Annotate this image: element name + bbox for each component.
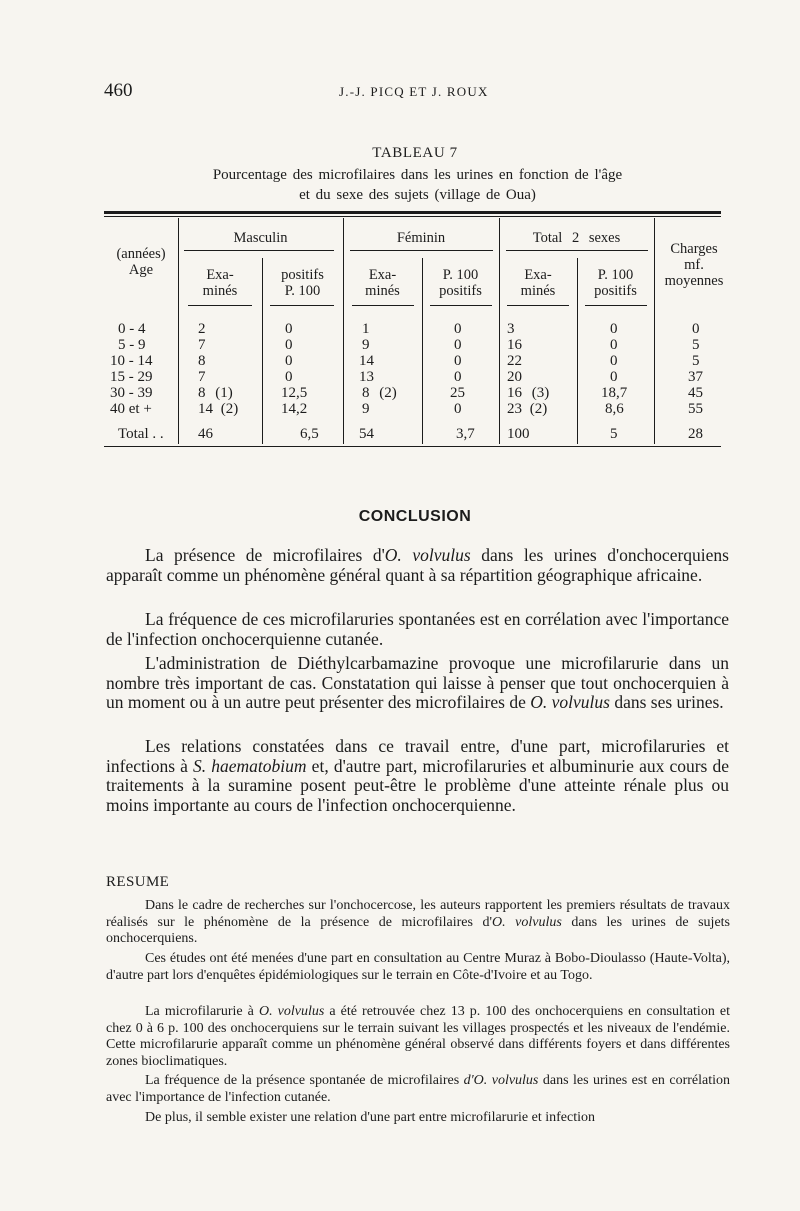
f-pos-header [422, 267, 499, 299]
group-masculin: Masculin [233, 230, 288, 246]
resume-heading: RESUME [106, 874, 170, 890]
resume-paragraph-1: Dans le cadre de recherches sur l'onchocercose, les auteurs rapportent les premiers résultats de travaux réalisés sur le phénomène de la présence de microfilaires d'O. volvulus dans les urines de sujets onchocerquiens. [106, 898, 731, 946]
m-pos-cell: 14,2 [281, 401, 308, 417]
table-title: TABLEAU 7 [372, 145, 458, 161]
t-exa-cell: 20 [507, 369, 522, 385]
table-top-rule-thick [104, 211, 721, 214]
m-pos-cell: 0 [285, 337, 293, 353]
table-vline [178, 218, 179, 444]
conclusion-paragraph-4: Les relations constatées dans ce travail entre, d'une part, microfilaruries et infections à S. haematobium et, d'autre part, microfilaruries et albuminurie aux cours de traitements à la suramine posent peut-être le problème d'une atteinte rénale plus ou moins importante au cours de l'infection onchocerquienne. [106, 736, 730, 815]
m-exa-header [178, 267, 262, 299]
age-header-age: Age [128, 262, 154, 278]
t-exa-cell: 16 [507, 337, 522, 353]
positifs-label: positifs [594, 283, 637, 299]
group-total: Total 2 sexes [532, 230, 621, 246]
t-pos-cell: 8,6 [605, 401, 624, 417]
charge-total: 28 [688, 426, 703, 442]
f-exa-cell: 9 [362, 401, 370, 417]
t-exa-cell: 22 [507, 353, 522, 369]
resume-paragraph-2: Ces études ont été menées d'une part en consultation au Centre Muraz à Bobo-Dioulasso (Haute-Volta), d'autre part lors d'enquêtes épidémiologiques sur le terrain en Côte-d'Ivoire et au Togo. [106, 951, 730, 983]
t-pos-header [577, 267, 654, 299]
charge-cell: 0 [692, 321, 700, 337]
age-header [104, 246, 178, 278]
running-head: J.-J. PICQ ET J. ROUX [339, 84, 489, 99]
m-exa-cell: 2 [198, 321, 206, 337]
age-header-annees: (années) [116, 246, 166, 262]
age-cell: 0 - 4 [118, 321, 146, 337]
f-pos-cell: 0 [454, 401, 462, 417]
charges-header [654, 241, 734, 289]
t-pos-cell: 0 [610, 353, 618, 369]
charge-cell: 5 [692, 353, 700, 369]
subheader-underline [585, 305, 647, 306]
t-exa-total: 100 [507, 426, 530, 442]
f-exa-total: 54 [359, 426, 374, 442]
resume-paragraph-4: La fréquence de la présence spontanée de microfilaires d'O. volvulus dans les urines est en corrélation avec l'importance de l'infection cutanée. [106, 1073, 731, 1105]
m-pos-cell: 0 [285, 369, 293, 385]
f-exa-cell: 9 [362, 337, 370, 353]
f-exa-cell: 8 (2) [362, 385, 397, 401]
table-caption [110, 165, 725, 205]
resume-paragraph-5: De plus, il semble exister une relation d'une part entre microfilarurie et infection [145, 1110, 595, 1125]
m-exa-cell: 8 (1) [198, 385, 233, 401]
resume-paragraph-3: La microfilarurie à O. volvulus a été retrouvée chez 13 p. 100 des onchocerquiens en consultation et chez 0 à 6 p. 100 des onchocerquiens sur le terrain suivant les villages prospectés et les niveaux de l'endémie. Cette microfilarurie apparaît comme un phénomène général observé dans différents foyers et dans différentes zones bioclimatiques. [106, 1004, 730, 1069]
f-exa-cell: 13 [359, 369, 374, 385]
table-vline [343, 218, 344, 444]
m-exa-total: 46 [198, 426, 213, 442]
exa-label: Exa- [524, 267, 552, 283]
conclusion-paragraph-2: La fréquence de ces microfilaruries spontanées est en corrélation avec l'importance de l'infection onchocerquienne cutanée. [106, 609, 729, 649]
age-cell: 40 et + [110, 401, 152, 417]
group-underline-masculin [184, 250, 334, 251]
age-cell: 5 - 9 [118, 337, 146, 353]
charges-header-1: Charges [670, 241, 718, 257]
f-exa-header [343, 267, 422, 299]
f-pos-cell: 0 [454, 321, 462, 337]
charge-cell: 5 [692, 337, 700, 353]
group-underline-total [506, 250, 648, 251]
m-exa-cell: 8 [198, 353, 206, 369]
group-feminin: Féminin [396, 230, 446, 246]
subheader-underline [352, 305, 414, 306]
m-pos-cell: 0 [285, 353, 293, 369]
t-pos-cell: 0 [610, 321, 618, 337]
f-pos-total: 3,7 [456, 426, 475, 442]
p100-label: P. 100 [442, 267, 479, 283]
positifs-label: positifs [439, 283, 482, 299]
mines-label: minés [202, 283, 238, 299]
table-vline [499, 218, 500, 444]
p100-label: P. 100 [597, 267, 634, 283]
m-exa-cell: 14 (2) [198, 401, 239, 417]
conclusion-paragraph-1: La présence de microfilaires d'O. volvulus dans les urines d'onchocerquiens apparaît comme un phénomène général quant à sa répartition géographique africaine. [106, 545, 729, 585]
t-exa-cell: 23 (2) [507, 401, 548, 417]
page-header [104, 80, 734, 104]
age-cell: 15 - 29 [110, 369, 153, 385]
f-pos-cell: 0 [454, 369, 462, 385]
m-pos-cell: 12,5 [281, 385, 308, 401]
age-cell: 10 - 14 [110, 353, 153, 369]
table-bottom-rule [104, 446, 721, 447]
subheader-underline [270, 305, 334, 306]
m-pos-header [262, 267, 343, 299]
m-pos-cell: 0 [285, 321, 293, 337]
f-exa-cell: 14 [359, 353, 374, 369]
mines-label: minés [520, 283, 556, 299]
charges-header-3: moyennes [664, 273, 724, 289]
t-pos-total: 5 [610, 426, 618, 442]
page-number: 460 [104, 80, 133, 101]
mines-label: minés [365, 283, 400, 299]
t-exa-header [499, 267, 577, 299]
exa-label: Exa- [206, 267, 234, 283]
charge-cell: 37 [688, 369, 703, 385]
t-pos-cell: 0 [610, 337, 618, 353]
t-exa-cell: 16 (3) [507, 385, 550, 401]
conclusion-heading: CONCLUSION [358, 508, 472, 525]
conclusion-paragraph-3: L'administration de Diéthylcarbamazine provoque une microfilarurie dans un nombre très important de cas. Constatation qui laisse à penser que tout onchocerquien à un moment ou à un autre peut présenter des microfilaires de O. volvulus dans ses urines. [106, 653, 729, 712]
m-exa-cell: 7 [198, 369, 206, 385]
table-caption-line-2: et du sexe des sujets (village de Oua) [299, 187, 536, 203]
f-pos-cell: 0 [454, 353, 462, 369]
exa-label: Exa- [368, 267, 397, 283]
p100-label: P. 100 [284, 283, 321, 299]
f-exa-cell: 1 [362, 321, 370, 337]
t-pos-cell: 18,7 [601, 385, 628, 401]
t-pos-cell: 0 [610, 369, 618, 385]
f-pos-cell: 0 [454, 337, 462, 353]
subheader-underline [507, 305, 569, 306]
total-label: Total . . [118, 426, 164, 442]
subheader-underline [188, 305, 252, 306]
charges-header-2: mf. [684, 257, 704, 273]
positifs-label: positifs [281, 267, 324, 283]
charge-cell: 55 [688, 401, 703, 417]
charge-cell: 45 [688, 385, 703, 401]
m-exa-cell: 7 [198, 337, 206, 353]
age-cell: 30 - 39 [110, 385, 153, 401]
group-underline-feminin [350, 250, 493, 251]
table-caption-line-1: Pourcentage des microfilaires dans les urines en fonction de l'âge [212, 167, 623, 183]
table-top-rule-thin [104, 216, 721, 217]
m-pos-total: 6,5 [300, 426, 319, 442]
t-exa-cell: 3 [507, 321, 515, 337]
f-pos-cell: 25 [450, 385, 465, 401]
subheader-underline [430, 305, 492, 306]
